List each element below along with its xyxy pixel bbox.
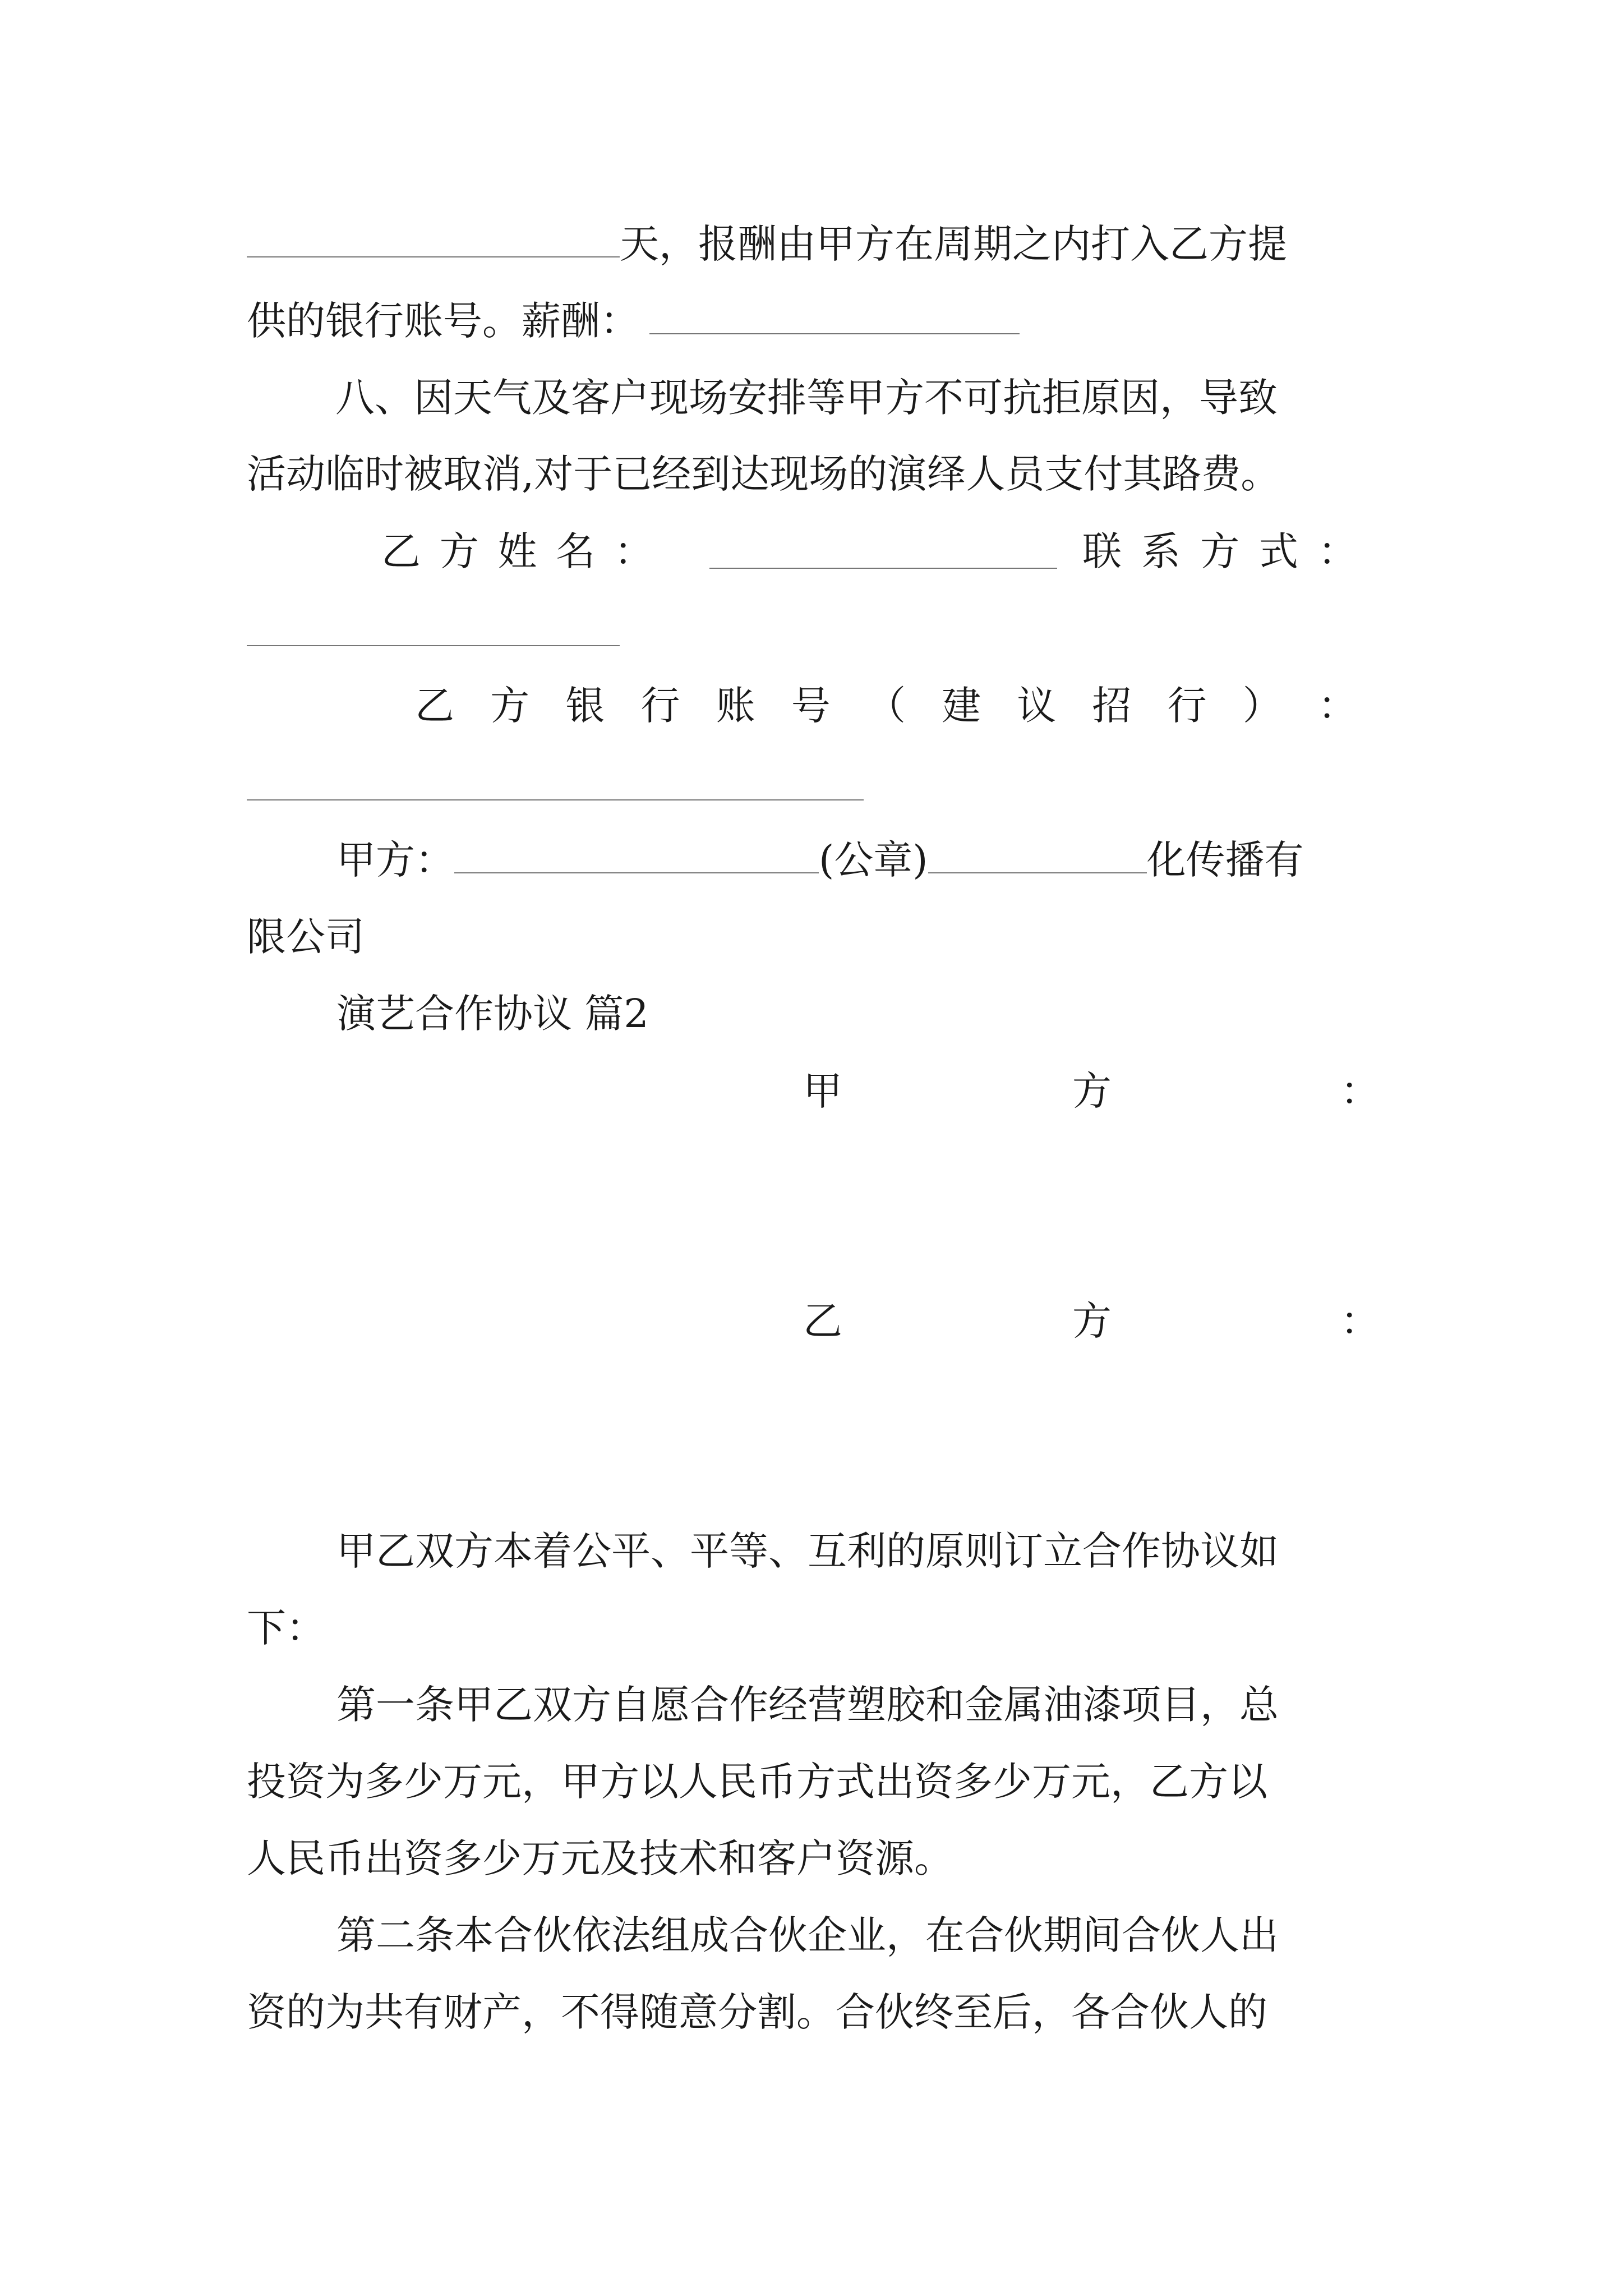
article2-line2: 资的为共有财产，不得随意分割。合伙终至后，各合伙人的 — [247, 1989, 1267, 2035]
jia-label: 甲方： — [336, 837, 454, 883]
party-b-char2: 方 — [1072, 1298, 1112, 1344]
clause8-line1: 八、因天气及客户现场安排等甲方不可抗拒原因，导致 — [335, 375, 1278, 421]
days-blank — [247, 222, 620, 257]
clause8-line2: 活动临时被取消,对于已经到达现场的演绎人员支付其路费。 — [247, 451, 1280, 497]
company-blank — [928, 838, 1147, 873]
jia-seal-line — [336, 835, 1304, 885]
company-name-tail: 化传播有 — [1146, 837, 1304, 883]
party-b-colon: ： — [1340, 1298, 1380, 1344]
seal-label: (公章) — [819, 837, 928, 883]
intro-line1: 甲乙双方本着公平、平等、互利的原则订立合作协议如 — [336, 1528, 1279, 1574]
party-b-char1: 乙 — [803, 1298, 842, 1344]
contact-label: 联 系 方 式 ： — [1082, 528, 1357, 574]
bank-account-label: 乙 方 银 行 账 号 （ 建 议 招 行 ） ： — [415, 683, 1357, 729]
article1-line2: 投资为多少万元，甲方以人民币方式出资多少万元，乙方以 — [247, 1759, 1267, 1805]
section-title: 演艺合作协议 篇2 — [336, 991, 649, 1037]
pay-clause-line1: 天，报酬由甲方在周期之内打入乙方提 — [620, 221, 1287, 267]
article1-line3: 人民币出资多少万元及技术和客户资源。 — [247, 1835, 953, 1881]
contact-blank — [247, 645, 620, 646]
party-a-colon: ： — [1340, 1068, 1380, 1114]
bank-account-blank — [247, 799, 864, 800]
jia-blank — [454, 838, 819, 873]
days-line — [247, 219, 1287, 269]
yi-name-blank — [709, 568, 1057, 569]
party-a-char1: 甲 — [803, 1068, 842, 1114]
yi-name-label: 乙 方 姓 名 ： — [381, 528, 653, 574]
intro-line2: 下： — [247, 1605, 325, 1651]
article2-line1: 第二条本合伙依法组成合伙企业，在合伙期间合伙人出 — [336, 1912, 1279, 1958]
company-name-end: 限公司 — [247, 914, 365, 960]
salary-line — [247, 296, 1020, 346]
article1-line1: 第一条甲乙双方自愿合作经营塑胶和金属油漆项目，总 — [336, 1682, 1279, 1728]
party-a-char2: 方 — [1072, 1068, 1112, 1114]
salary-blank — [649, 298, 1020, 334]
pay-clause-line2: 供的银行账号。薪酬： — [247, 298, 639, 344]
